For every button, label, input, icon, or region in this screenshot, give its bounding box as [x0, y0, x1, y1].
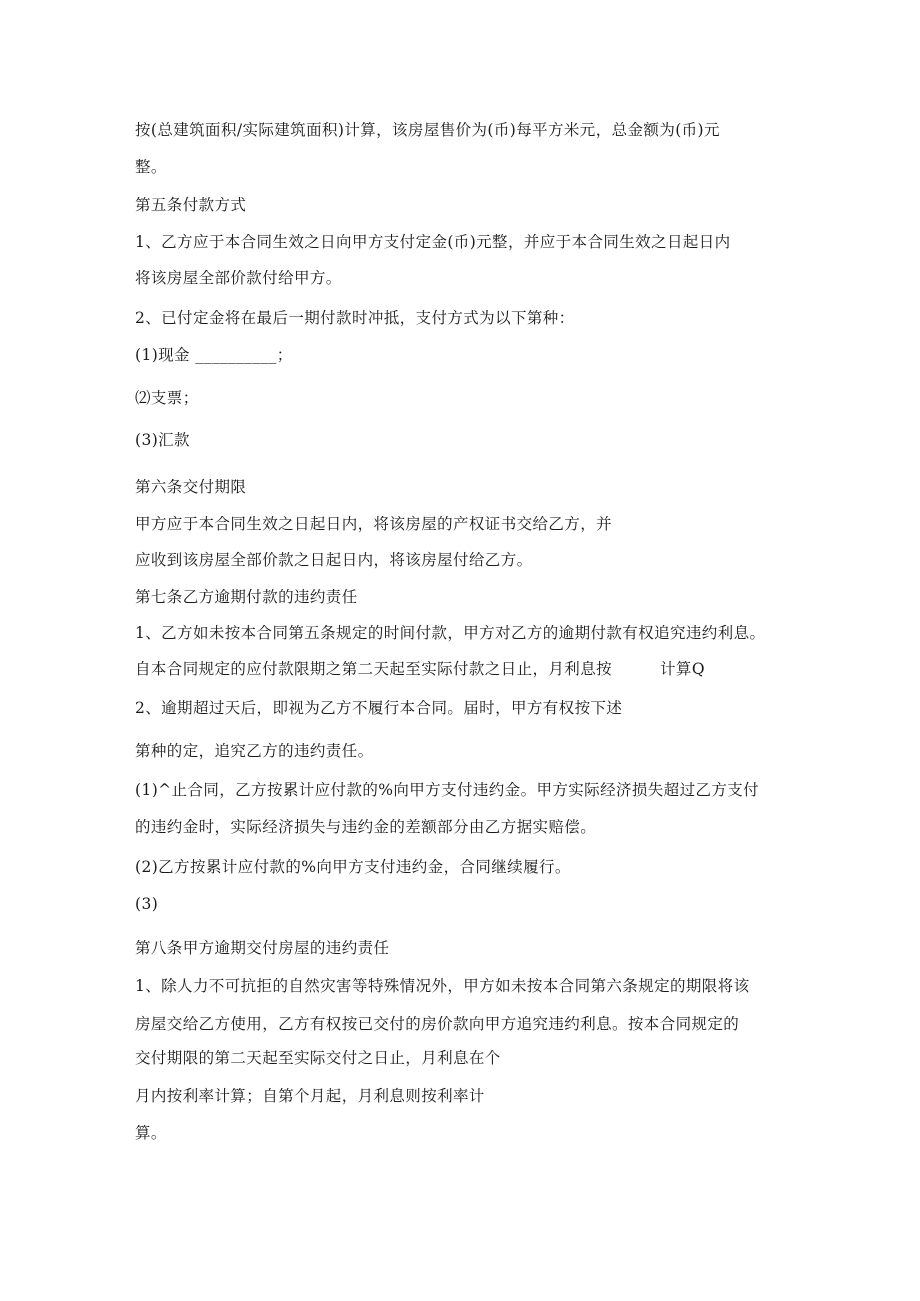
text-segment: 计算Q [660, 660, 705, 678]
text-line: 将该房屋全部价款付给甲方。 [135, 269, 342, 287]
text-line: 交付期限的第二天起至实际交付之日止，月利息在个 [135, 1049, 501, 1067]
text-line: 1、除人力不可抗拒的自然灾害等特殊情况外，甲方如未按本合同第六条规定的期限将该 [135, 977, 750, 995]
text-line: 月内按利率计算；自第个月起，月利息则按利率计 [135, 1087, 485, 1105]
list-item: (1)^止合同，乙方按累计应付款的%向甲方支付违约金。甲方实际经济损失超过乙方支付 [135, 781, 760, 799]
section-heading: 第六条交付期限 [135, 478, 247, 496]
text-line: 2、逾期超过天后，即视为乙方不履行本合同。届时，甲方有权按下述 [135, 699, 623, 717]
section-heading: 第七条乙方逾期付款的违约责任 [135, 588, 358, 606]
text-line: 甲方应于本合同生效之日起日内，将该房屋的产权证书交给乙方，并 [135, 515, 613, 533]
text-line: 应收到该房屋全部价款之日起日内，将该房屋付给乙方。 [135, 551, 533, 569]
text-line: 第种的定，追究乙方的违约责任。 [135, 742, 374, 760]
list-item: (3) [135, 895, 159, 913]
list-item: ⑵支票； [135, 389, 199, 407]
text-line: 2、已付定金将在最后一期付款时冲抵，支付方式为以下第种： [135, 309, 575, 327]
list-item: (3)汇款 [135, 431, 190, 449]
section-heading: 第五条付款方式 [135, 196, 247, 214]
text-line: 算。 [135, 1124, 167, 1142]
text-line: 的违约金时，实际经济损失与违约金的差额部分由乙方据实赔偿。 [135, 818, 597, 836]
list-item: (1)现金 __________； [135, 346, 293, 364]
text-line: 按(总建筑面积/实际建筑面积)计算，该房屋售价为(币)每平方米元，总金额为(币)元 [135, 121, 720, 139]
list-item: (2)乙方按累计应付款的%向甲方支付违约金，合同继续履行。 [135, 858, 571, 876]
section-heading: 第八条甲方逾期交付房屋的违约责任 [135, 939, 390, 957]
text-line: 1、乙方如未按本合同第五条规定的时间付款，甲方对乙方的逾期付款有权追究违约利息。 [135, 624, 766, 642]
text-segment: 自本合同规定的应付款限期之第二天起至实际付款之日止，月利息按 [135, 660, 613, 678]
text-line: 整。 [135, 158, 167, 176]
text-line: 1、乙方应于本合同生效之日向甲方支付定金(币)元整，并应于本合同生效之日起日内 [135, 233, 731, 251]
text-line: 房屋交给乙方使用，乙方有权按已交付的房价款向甲方追究违约利息。按本合同规定的 [135, 1015, 740, 1033]
text-line [135, 658, 705, 680]
